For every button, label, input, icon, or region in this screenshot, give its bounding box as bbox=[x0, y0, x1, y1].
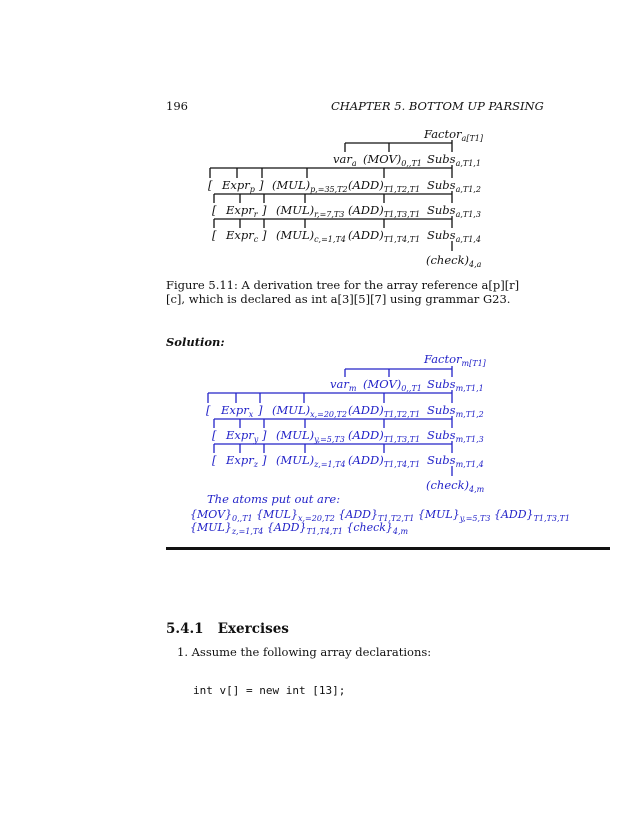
tree1-mul-c: $(MUL)_{c,=1,T4}$ bbox=[276, 228, 346, 244]
tree2-rbracket: ] bbox=[258, 403, 263, 417]
exercise-1-text: 1. Assume the following array declarations: bbox=[177, 645, 432, 659]
atoms-line-1: $\{MOV\}_{0,,T1}$ $\{MUL\}_{x,=20,T2}$ $\{ADD\}_{T1,T2,T1}$ $\{MUL\}_{y,=5,T3}$ $\{ADD\}_{T1,T3,T1}$ bbox=[190, 508, 570, 523]
tree2-lbracket: [ bbox=[212, 453, 217, 467]
tree1-expr-p: Expr$_p$ bbox=[222, 178, 255, 194]
solution-divider bbox=[166, 547, 610, 550]
tree1-lbracket: [ bbox=[212, 228, 217, 242]
tree1-mul-p: $(MUL)_{p,=35,T2}$ bbox=[272, 178, 348, 194]
tree1-subs3: Subs$_{a,T1,3}$ bbox=[427, 203, 481, 219]
tree2-expr-x: Expr$_x$ bbox=[221, 403, 254, 419]
code-line: int v[] = new int [13]; bbox=[193, 684, 346, 697]
tree2-expr-z: Expr$_z$ bbox=[226, 453, 258, 469]
tree2-add-4: $(ADD)_{T1,T4,T1}$ bbox=[348, 453, 421, 469]
tree2-var: var$_m$ bbox=[330, 377, 357, 393]
tree1-subs2: Subs$_{a,T1,2}$ bbox=[427, 178, 481, 194]
tree1-expr-r: Expr$_r$ bbox=[226, 203, 258, 219]
tree1-expr-c: Expr$_c$ bbox=[226, 228, 259, 244]
tree2-rbracket: ] bbox=[262, 428, 267, 442]
tree2-subs3: Subs$_{m,T1,3}$ bbox=[427, 428, 484, 444]
tree2-subs2: Subs$_{m,T1,2}$ bbox=[427, 403, 484, 419]
tree2-mov: $(MOV)_{0,,T1}$ bbox=[363, 377, 422, 393]
section-heading: 5.4.1 Exercises bbox=[166, 621, 289, 637]
tree1-add-4: $(ADD)_{T1,T4,T1}$ bbox=[348, 228, 421, 244]
atoms-line-2: $\{MUL\}_{z,=1,T4}$ $\{ADD\}_{T1,T4,T1}$ $\{check\}_{4,m}$ bbox=[190, 521, 409, 536]
running-head: CHAPTER 5. BOTTOM UP PARSING bbox=[331, 99, 544, 113]
tree1-lbracket: [ bbox=[208, 178, 213, 192]
tree2-root: Factor$_{m[T1]}$ bbox=[424, 352, 486, 368]
solution-label: Solution: bbox=[166, 335, 225, 349]
tree1-mul-r: $(MUL)_{r,=7,T3}$ bbox=[276, 203, 345, 219]
page-number: 196 bbox=[166, 99, 188, 113]
tree2-lbracket: [ bbox=[212, 428, 217, 442]
tree2-mul-y: $(MUL)_{y,=5,T3}$ bbox=[276, 428, 345, 444]
tree1-var: var$_a$ bbox=[333, 152, 357, 168]
tree1-add-2: $(ADD)_{T1,T2,T1}$ bbox=[348, 178, 421, 194]
tree1-check: $(check)_{4,a}$ bbox=[426, 253, 482, 269]
tree1-add-3: $(ADD)_{T1,T3,T1}$ bbox=[348, 203, 421, 219]
tree2-rbracket: ] bbox=[262, 453, 267, 467]
figure-caption: Figure 5.11: A derivation tree for the array reference a[p][r][c], which is declared as int a[3][5][7] using grammar G23. bbox=[166, 278, 520, 306]
tree1-mov: $(MOV)_{0,,T1}$ bbox=[363, 152, 422, 168]
tree2-mul-x: $(MUL)_{x,=20,T2}$ bbox=[272, 403, 347, 419]
tree1-subs1: Subs$_{a,T1,1}$ bbox=[427, 152, 481, 168]
tree2-add-3: $(ADD)_{T1,T3,T1}$ bbox=[348, 428, 421, 444]
tree2-check: $(check)_{4,m}$ bbox=[426, 478, 485, 494]
tree2-lbracket: [ bbox=[206, 403, 211, 417]
tree2-add-2: $(ADD)_{T1,T2,T1}$ bbox=[348, 403, 421, 419]
tree1-root: Factor$_{a[T1]}$ bbox=[424, 127, 483, 143]
tree2-subs1: Subs$_{m,T1,1}$ bbox=[427, 377, 484, 393]
tree2-expr-y: Expr$_y$ bbox=[226, 428, 259, 444]
tree1-rbracket: ] bbox=[262, 228, 267, 242]
tree1-subs4: Subs$_{a,T1,4}$ bbox=[427, 228, 481, 244]
tree2-subs4: Subs$_{m,T1,4}$ bbox=[427, 453, 484, 469]
atoms-label: The atoms put out are: bbox=[207, 492, 341, 506]
tree2-mul-z: $(MUL)_{z,=1,T4}$ bbox=[276, 453, 346, 469]
tree1-rbracket: ] bbox=[262, 203, 267, 217]
tree1-lbracket: [ bbox=[212, 203, 217, 217]
tree1-rbracket: ] bbox=[259, 178, 264, 192]
